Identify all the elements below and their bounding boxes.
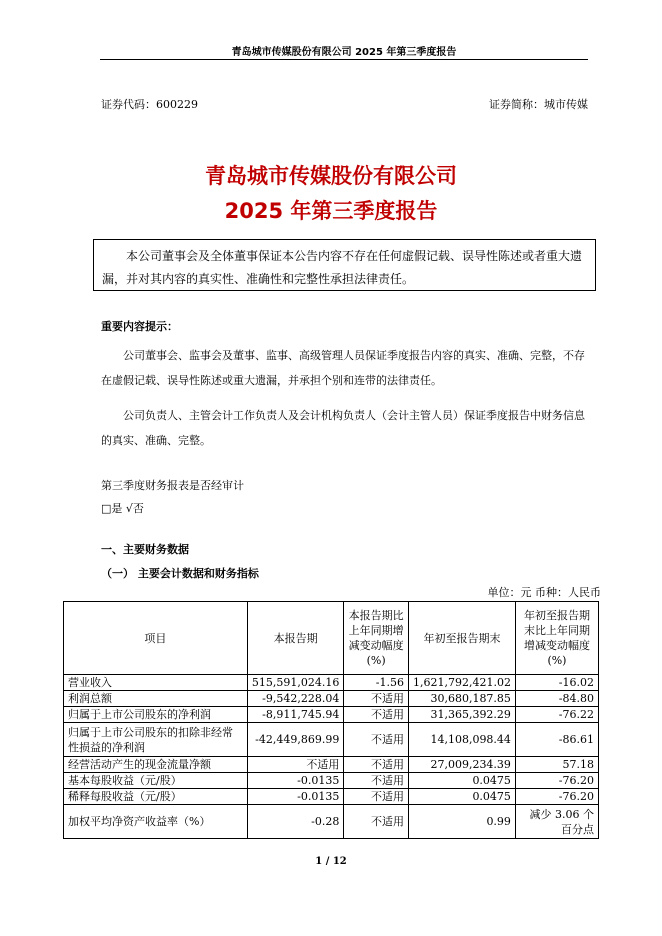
row-change: 不适用 xyxy=(344,773,409,789)
row-current: -9,542,228.04 xyxy=(247,691,343,707)
unit-currency-line: 单位：元 币种：人民币 xyxy=(487,586,601,599)
col-header-ytd: 年初至报告期末 xyxy=(408,602,515,675)
table-row xyxy=(64,773,599,789)
stock-short-name: 证券简称：城市传媒 xyxy=(489,98,588,111)
row-ytd-change: -76.20 xyxy=(515,773,598,789)
table-row xyxy=(64,707,599,723)
row-current: -0.0135 xyxy=(247,773,343,789)
col-header-item: 项目 xyxy=(64,602,248,675)
row-ytd: 0.99 xyxy=(408,805,515,839)
important-heading: 重要内容提示： xyxy=(101,320,178,333)
row-change: -1.56 xyxy=(344,675,409,691)
page-number: 1 / 12 xyxy=(315,856,347,867)
row-change: 不适用 xyxy=(344,691,409,707)
row-ytd: 0.0475 xyxy=(408,789,515,805)
row-ytd: 27,009,234.39 xyxy=(408,757,515,773)
row-ytd: 14,108,098.44 xyxy=(408,723,515,757)
row-item: 加权平均净资产收益率（%） xyxy=(64,805,248,839)
row-ytd: 31,365,392.29 xyxy=(408,707,515,723)
audit-answer: □是 √否 xyxy=(101,502,144,515)
running-header: 青岛城市传媒股份有限公司 2025 年第三季度报告 xyxy=(231,47,457,58)
row-current: -0.0135 xyxy=(247,789,343,805)
row-ytd-change: -76.22 xyxy=(515,707,598,723)
row-ytd: 0.0475 xyxy=(408,773,515,789)
header-divider xyxy=(100,59,588,60)
table-row xyxy=(64,675,599,691)
row-current: -0.28 xyxy=(247,805,343,839)
row-current: 不适用 xyxy=(247,757,343,773)
col-header-change: 本报告期比上年同期增减变动幅度(%) xyxy=(344,602,409,675)
row-ytd-change: -16.02 xyxy=(515,675,598,691)
section-title: 一、主要财务数据 xyxy=(101,543,189,556)
financial-data-table xyxy=(63,601,599,839)
row-ytd-change: 57.18 xyxy=(515,757,598,773)
row-ytd-change: 减少 3.06 个百分点 xyxy=(515,805,598,839)
row-change: 不适用 xyxy=(344,757,409,773)
row-item: 基本每股收益（元/股） xyxy=(64,773,248,789)
row-ytd-change: -86.61 xyxy=(515,723,598,757)
table-row xyxy=(64,723,599,757)
audit-question: 第三季度财务报表是否经审计 xyxy=(101,479,244,492)
report-title: 2025 年第三季度报告 xyxy=(224,199,438,223)
row-current: -8,911,745.94 xyxy=(247,707,343,723)
row-ytd-change: -84.80 xyxy=(515,691,598,707)
row-ytd: 30,680,187.85 xyxy=(408,691,515,707)
col-header-current: 本报告期 xyxy=(247,602,343,675)
row-item: 利润总额 xyxy=(64,691,248,707)
important-paragraph-1: 公司董事会、监事会及董事、监事、高级管理人员保证季度报告内容的真实、准确、完整，不存在虚假记载、误导性陈述或重大遗漏，并承担个别和连带的法律责任。 xyxy=(101,349,585,387)
row-change: 不适用 xyxy=(344,723,409,757)
subsection-title: （一） 主要会计数据和财务指标 xyxy=(101,567,259,580)
table-row xyxy=(64,691,599,707)
col-header-ytd-change: 年初至报告期末比上年同期增减变动幅度(%) xyxy=(515,602,598,675)
row-change: 不适用 xyxy=(344,789,409,805)
table-header-row xyxy=(64,602,599,675)
row-item: 经营活动产生的现金流量净额 xyxy=(64,757,248,773)
row-item: 营业收入 xyxy=(64,675,248,691)
row-current: 515,591,024.16 xyxy=(247,675,343,691)
board-notice-box: 本公司董事会及全体董事保证本公告内容不存在任何虚假记载、误导性陈述或者重大遗漏，并对其内容的真实性、准确性和完整性承担法律责任。 xyxy=(93,239,596,291)
table-row xyxy=(64,789,599,805)
company-title: 青岛城市传媒股份有限公司 xyxy=(205,164,457,188)
row-change: 不适用 xyxy=(344,805,409,839)
row-item: 稀释每股收益（元/股） xyxy=(64,789,248,805)
row-item: 归属于上市公司股东的扣除非经常性损益的净利润 xyxy=(64,723,248,757)
row-ytd-change: -76.20 xyxy=(515,789,598,805)
table-row xyxy=(64,757,599,773)
stock-code: 证券代码：600229 xyxy=(101,98,198,111)
table-row xyxy=(64,805,599,839)
row-change: 不适用 xyxy=(344,707,409,723)
row-ytd: 1,621,792,421.02 xyxy=(408,675,515,691)
row-item: 归属于上市公司股东的净利润 xyxy=(64,707,248,723)
important-paragraph-2: 公司负责人、主管会计工作负责人及会计机构负责人（会计主管人员）保证季度报告中财务信息的真实、准确、完整。 xyxy=(101,409,585,447)
row-current: -42,449,869.99 xyxy=(247,723,343,757)
